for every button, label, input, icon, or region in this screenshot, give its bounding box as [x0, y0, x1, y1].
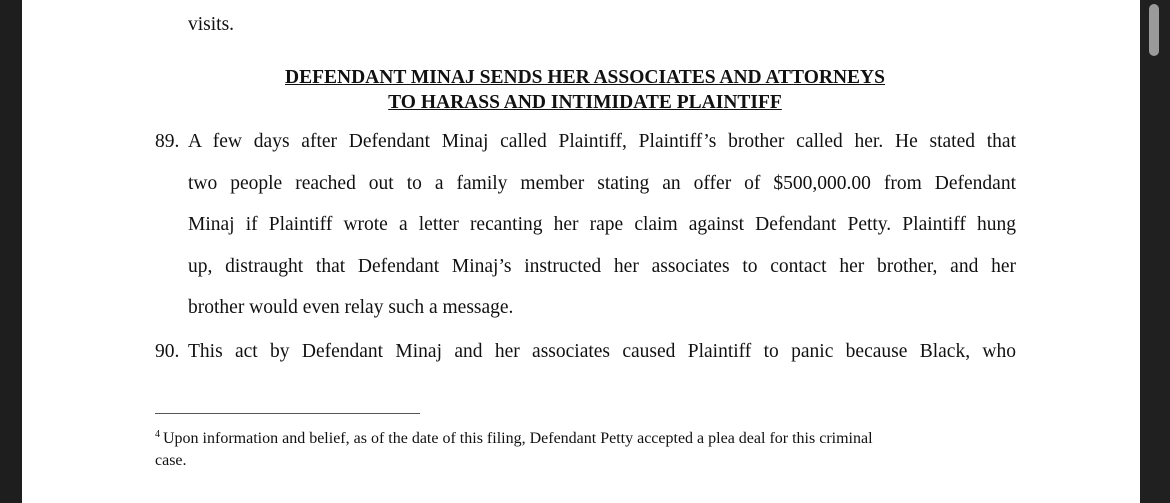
paragraph-line: two people reached out to a family member stating an offer of $500,000.00 from Defendant — [188, 173, 1016, 194]
continuation-text: visits. — [188, 14, 235, 35]
section-heading-line-1: DEFENDANT MINAJ SENDS HER ASSOCIATES AND ATTORNEYS — [285, 67, 885, 88]
footnote-line-2: case. — [155, 452, 187, 469]
paragraph-number: 89. — [155, 131, 180, 152]
scrollbar[interactable] — [1140, 0, 1170, 503]
paragraph-line: This act by Defendant Minaj and her associates caused Plaintiff to panic because Black, who — [188, 341, 1016, 362]
section-heading-line-2: TO HARASS AND INTIMIDATE PLAINTIFF — [388, 92, 782, 113]
footnote-marker: 4 — [155, 429, 160, 440]
scrollbar-thumb[interactable] — [1149, 4, 1159, 56]
paragraph-line: brother would even relay such a message. — [188, 297, 514, 318]
footnote-line-1 — [155, 429, 873, 448]
paragraph-number: 90. — [155, 341, 180, 362]
paragraph-line: Minaj if Plaintiff wrote a letter recanting her rape claim against Defendant Petty. Plaintiff hung — [188, 214, 1016, 235]
footnote-text: Upon information and belief, as of the date of this filing, Defendant Petty accepted a plea deal for this criminal — [163, 430, 873, 447]
footnote-separator — [155, 413, 420, 414]
paragraph-line: up, distraught that Defendant Minaj’s instructed her associates to contact her brother, and her — [188, 256, 1016, 277]
paragraph-line: A few days after Defendant Minaj called Plaintiff, Plaintiff’s brother called her. He stated that — [188, 131, 1016, 152]
